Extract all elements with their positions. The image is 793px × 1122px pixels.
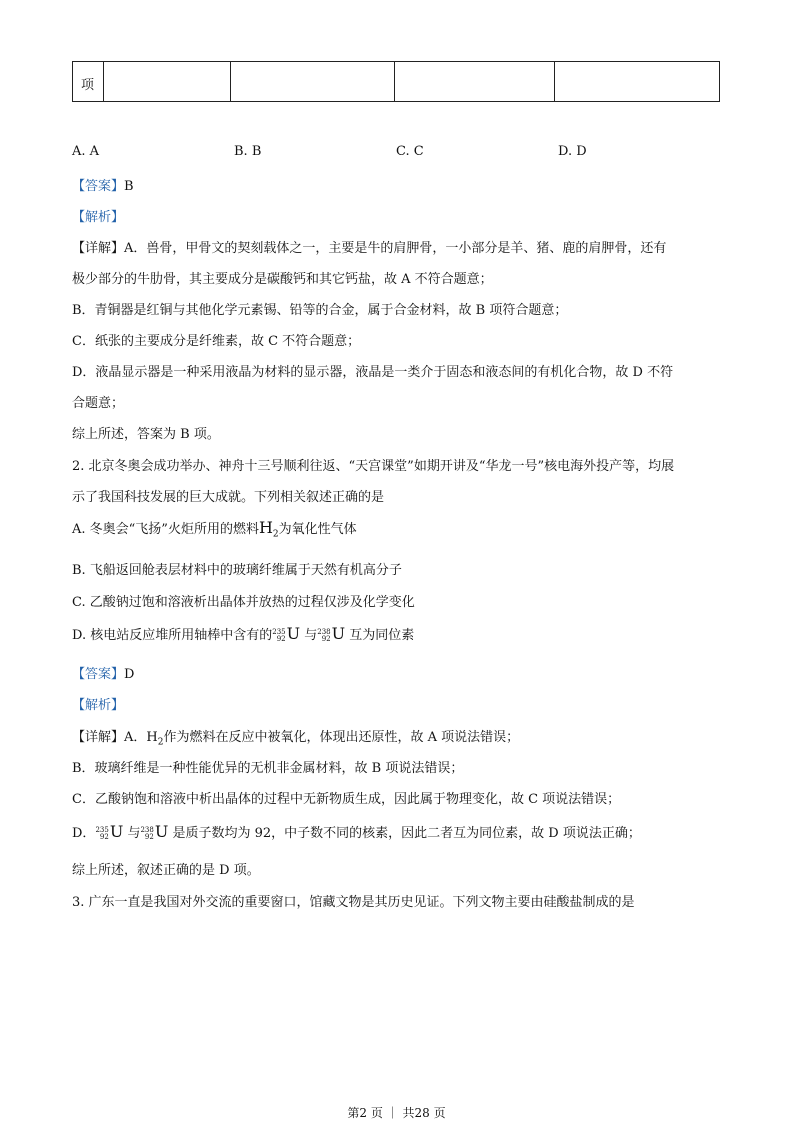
q2-detail-line: 【详解】A．$H_2$作为燃料在反应中被氧化，体现出还原性，故 A 项说法错误； <box>72 730 520 748</box>
isotope-notation: 235 92 <box>95 826 109 841</box>
option-b: B. B <box>234 144 262 159</box>
q2-stem: 示了我国科技发展的巨大成就。下列相关叙述正确的是 <box>72 490 385 505</box>
answer-tag: 【答案】 <box>72 667 125 682</box>
q1-detail-line: 合题意； <box>72 396 125 411</box>
q2-detail-line: C．乙酸钠饱和溶液中析出晶体的过程中无新物质生成，因此属于物理变化，故 C 项说法错误； <box>72 792 621 807</box>
isotope-notation: 235 92 <box>272 628 286 643</box>
q2-option-d: D. 核电站反应堆所用轴棒中含有的 235 92 U 与 238 92 U 互为同位素 <box>72 624 415 643</box>
detail-tag: 【详解】 <box>72 730 125 745</box>
q1-detail-line: 极少部分的牛肋骨，其主要成分是碳酸钙和其它钙盐，故 A 不符合题意； <box>72 272 493 287</box>
option-c: C. C <box>396 144 424 159</box>
q2-detail-line: D． 235 92 U 与 238 92 U 是质子数均为 92，中子数不同的核素，因此二者互为同位素，故 D 项说法正确； <box>72 822 641 841</box>
table-cell <box>554 62 555 101</box>
q1-summary: 综上所述，答案为 B 项。 <box>72 427 220 442</box>
table-cell <box>103 62 104 101</box>
option-d: D. D <box>558 144 587 159</box>
table-cell <box>230 62 231 101</box>
q2-stem: 2. 北京冬奥会成功举办、神舟十三号顺利往返、“天宫课堂”如期开讲及“华龙一号”核电海外投产等，均展 <box>72 459 675 474</box>
q2-summary: 综上所述，叙述正确的是 D 项。 <box>72 863 260 878</box>
isotope-notation: 238 92 <box>317 628 331 643</box>
table-cell <box>394 62 395 101</box>
options-table <box>72 61 720 102</box>
q2-analysis-tag: 【解析】 <box>72 698 125 713</box>
q3-stem: 3. 广东一直是我国对外交流的重要窗口，馆藏文物是其历史见证。下列文物主要由硅酸盐制成的是 <box>72 895 635 910</box>
page-footer: 第2 页 ｜ 共28 页 <box>347 1106 446 1120</box>
q1-answer <box>72 175 134 194</box>
isotope-notation: 238 92 <box>140 826 154 841</box>
q1-detail-line: B．青铜器是红铜与其他化学元素锡、铅等的合金，属于合金材料，故 B 项符合题意； <box>72 303 568 318</box>
q1-detail-line: D．液晶显示器是一种采用液晶为材料的显示器，液晶是一类介于固态和液态间的有机化合物，故 D 不符 <box>72 365 674 380</box>
q2-option-a: A. 冬奥会“飞扬”火炬所用的燃料$H_2$为氧化性气体 <box>72 518 357 540</box>
q2-answer <box>72 663 134 682</box>
option-a: A. A <box>72 144 100 159</box>
answer-value: B <box>124 179 134 194</box>
detail-tag: 【详解】 <box>72 241 125 256</box>
q1-analysis-tag: 【解析】 <box>72 210 125 225</box>
q2-option-c: C. 乙酸钠过饱和溶液析出晶体并放热的过程仅涉及化学变化 <box>72 595 415 610</box>
answer-tag: 【答案】 <box>72 179 125 194</box>
q2-option-b: B. 飞船返回舱表层材料中的玻璃纤维属于天然有机高分子 <box>72 563 402 578</box>
q1-detail-line: 【详解】A．兽骨，甲骨文的契刻载体之一，主要是牛的肩胛骨，一小部分是羊、猪、鹿的肩胛骨，还有 <box>72 241 667 256</box>
table-row-label: 项 <box>81 78 95 93</box>
q1-detail-line: C．纸张的主要成分是纤维素，故 C 不符合题意； <box>72 334 361 349</box>
q2-detail-line: B．玻璃纤维是一种性能优异的无机非金属材料，故 B 项说法错误； <box>72 761 464 776</box>
answer-value: D <box>124 667 135 682</box>
